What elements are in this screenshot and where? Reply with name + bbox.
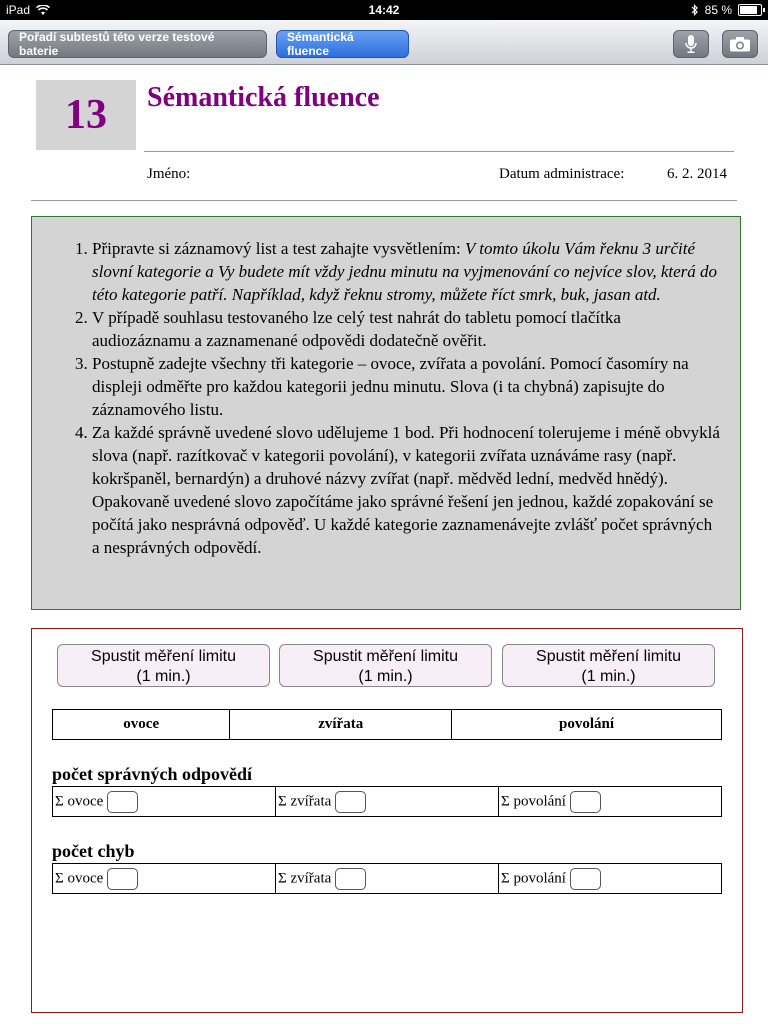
errors-ovoce-label: Σ ovoce bbox=[55, 869, 104, 886]
correct-answers-table bbox=[52, 786, 722, 817]
current-test-button[interactable]: Sémantická fluence bbox=[276, 30, 409, 58]
instruction-item: 2. V případě souhlasu testovaného lze celý test nahrát do tabletu pomocí tlačítka audiozáznamu a zaznamenané odpovědi dodatečně ověřit. bbox=[92, 306, 722, 352]
clock: 14:42 bbox=[368, 3, 400, 17]
camera-icon bbox=[729, 36, 751, 52]
record-audio-button[interactable] bbox=[673, 30, 709, 58]
category-zvirata: zvířata bbox=[230, 710, 452, 740]
correct-ovoce-label: Σ ovoce bbox=[55, 792, 104, 809]
errors-zvirata-input[interactable] bbox=[335, 868, 366, 890]
start-timer-button-povolani[interactable]: Spustit měření limitu (1 min.) bbox=[502, 644, 715, 687]
name-label: Jméno: bbox=[147, 166, 191, 182]
errors-table bbox=[52, 863, 722, 894]
instruction-item: 3. Postupně zadejte všechny tři kategorie – ovoce, zvířata a povolání. Pomocí časomíry na displeji odměřte pro každou kategorii jednu minutu. Slova (i ta chybná) zapisujte do záznamového listu. bbox=[92, 352, 722, 421]
subtest-number: 13 bbox=[36, 80, 136, 150]
date-label: Datum administrace: bbox=[499, 166, 625, 182]
status-bar bbox=[0, 0, 768, 20]
errors-povolani-label: Σ povolání bbox=[501, 869, 566, 886]
errors-ovoce-input[interactable] bbox=[107, 868, 138, 890]
toolbar bbox=[0, 20, 768, 65]
errors-povolani-input[interactable] bbox=[570, 868, 601, 890]
page-title: Sémantická fluence bbox=[147, 82, 380, 113]
test-order-button[interactable]: Pořadí subtestů této verze testové baterie bbox=[8, 30, 267, 58]
device-name: iPad bbox=[6, 3, 31, 17]
correct-zvirata-label: Σ zvířata bbox=[278, 792, 332, 809]
microphone-icon bbox=[684, 34, 698, 54]
instructions-list bbox=[32, 217, 740, 559]
start-timer-button-zvirata[interactable]: Spustit měření limitu (1 min.) bbox=[279, 644, 492, 687]
correct-povolani-input[interactable] bbox=[570, 791, 601, 813]
start-timer-button-ovoce[interactable]: Spustit měření limitu (1 min.) bbox=[57, 644, 270, 687]
category-ovoce: ovoce bbox=[53, 710, 230, 740]
category-header-table bbox=[52, 709, 722, 740]
errors-zvirata-label: Σ zvířata bbox=[278, 869, 332, 886]
errors-heading: počet chyb bbox=[52, 841, 135, 861]
correct-povolani-label: Σ povolání bbox=[501, 792, 566, 809]
correct-zvirata-input[interactable] bbox=[335, 791, 366, 813]
instructions-panel bbox=[31, 216, 741, 610]
battery-percent: 85 % bbox=[704, 3, 732, 17]
battery-icon bbox=[738, 4, 762, 16]
correct-answers-heading: počet správných odpovědí bbox=[52, 764, 253, 784]
instruction-item: 1. Připravte si záznamový list a test zahajte vysvětlením: V tomto úkolu Vám řeknu 3 určité slovní kategorie a Vy budete mít vždy jednu minutu na vyjmenování co nejvíce slov, která do této kategorie patří. Například, když řeknu stromy, můžete říct smrk, buk, jasan atd. bbox=[92, 237, 722, 306]
divider bbox=[31, 200, 737, 201]
category-povolani: povolání bbox=[452, 710, 722, 740]
bluetooth-icon bbox=[691, 4, 699, 16]
camera-button[interactable] bbox=[722, 30, 758, 58]
date-value: 6. 2. 2014 bbox=[667, 166, 727, 182]
divider bbox=[144, 151, 734, 152]
correct-ovoce-input[interactable] bbox=[107, 791, 138, 813]
instruction-item: 4. Za každé správně uvedené slovo udělujeme 1 bod. Při hodnocení tolerujeme i méně obvyklá slova (např. razítkovač v kategorii povolání), v kategorii zvířata uznáváme rasy (např. kokršpaněl, bernardýn) a druhové názvy zvířat (např. mědvěd lední, medvěd hnědý). Opakovaně uvedené slovo započítáme jako správné řešení jen jednou, každé zopakování se počítá jako nesprávná odpověď. U každé kategorie zaznamenávejte zvlášť počet správných a nesprávných odpovědí. bbox=[92, 421, 722, 559]
